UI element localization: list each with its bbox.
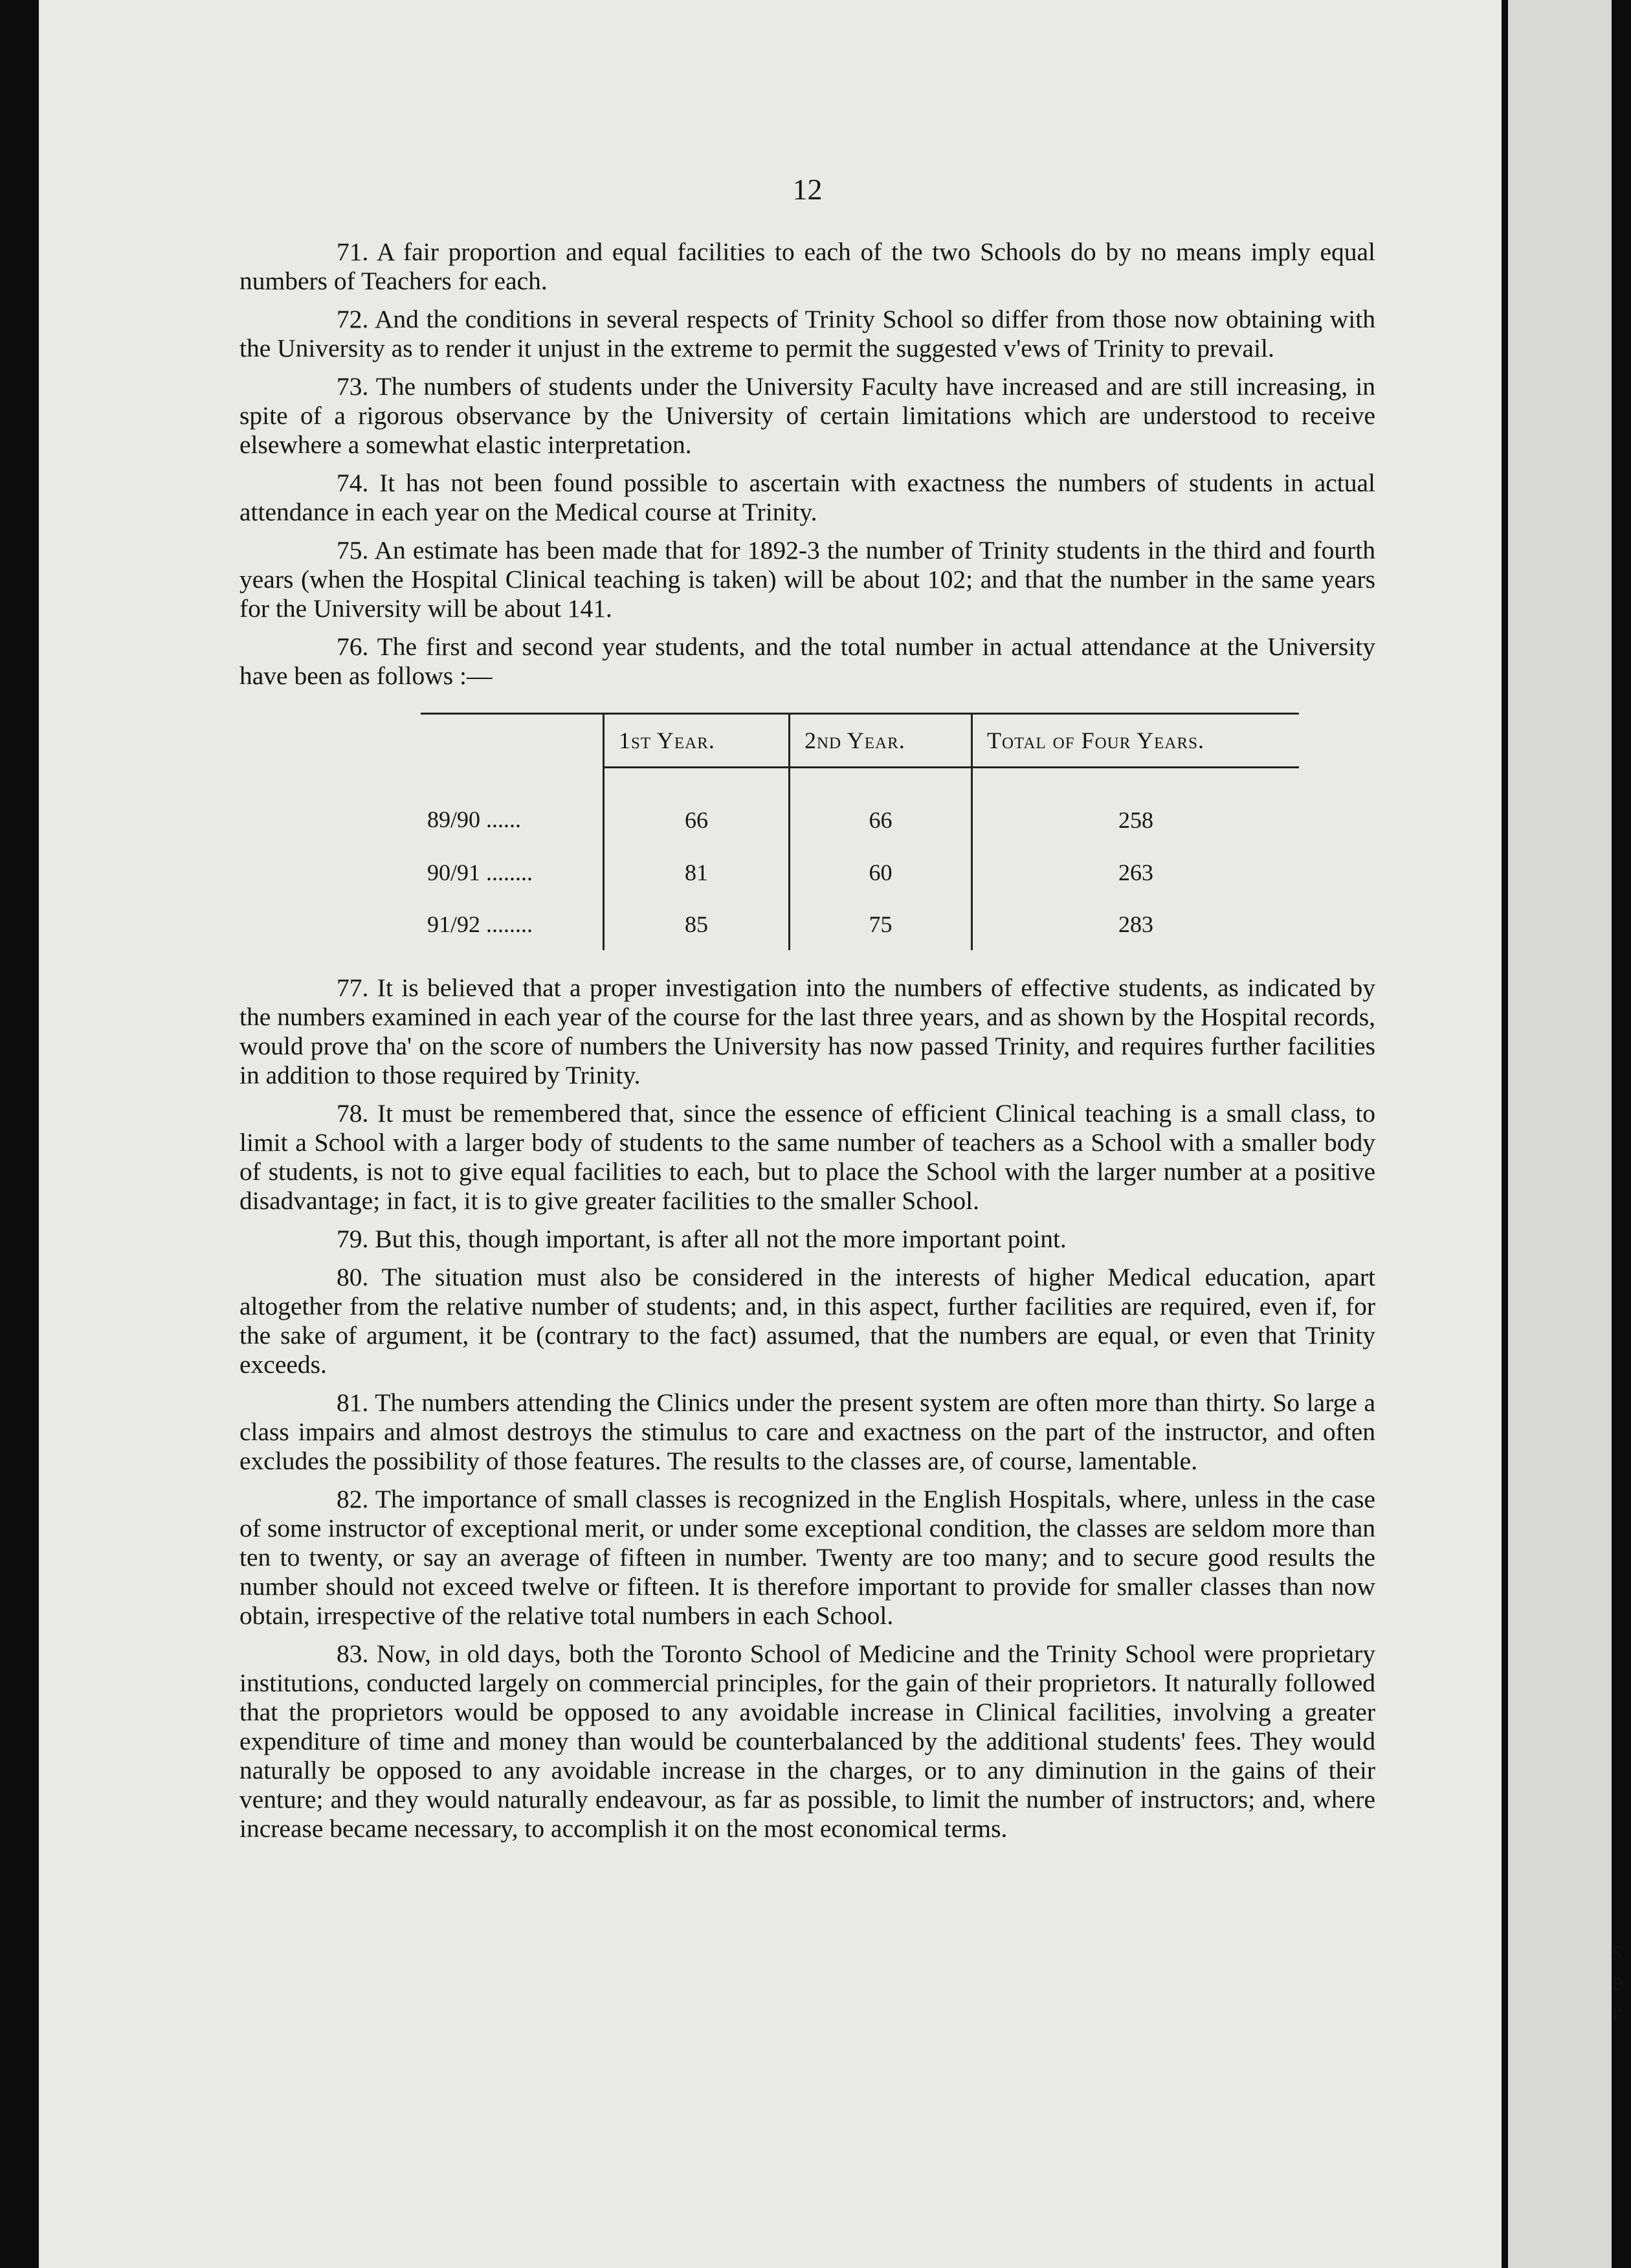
table-row	[421, 898, 1299, 950]
paragraph-83: 83. Now, in old days, both the Toronto School of Medicine and the Trinity School were proprietary institutions, conducted largely on commercial principles, for the gain of their proprietors. It naturally followed that the proprietors would be opposed to any avoidable increase in Clinical facilities, involving a greater expenditure of time and money than would be counterbalanced by the additional students' fees. They would naturally be opposed to any avoidable increase in the charges, or to any diminution in the gains of their venture; and they would naturally endeavour, as far as possible, to limit the number of instructors; and, where increase became necessary, to accomplish it on the most economical terms.	[239, 1640, 1375, 1843]
adjacent-page-edge	[1508, 0, 1624, 2268]
table-header-year	[421, 714, 604, 768]
paragraph-79: 79. But this, though important, is after all not the more important point.	[337, 1225, 1067, 1253]
table-header-second-year: 2nd Year.	[790, 714, 972, 768]
paragraph-75: 75. An estimate has been made that for 1892-3 the number of Trinity students in the third and fourth years (when the Hospital Clinical teaching is taken) will be about 102; and that the number in the same years for the University will be about 141.	[239, 536, 1375, 623]
table-cell-second: 60	[790, 847, 972, 898]
table-cell-total: 263	[972, 847, 1300, 898]
table-row	[421, 768, 1299, 847]
table-cell-year: 91/92 ........	[427, 911, 533, 937]
page-number: 12	[792, 173, 823, 206]
paragraph-72: 72. And the conditions in several respects of Trinity School so differ from those now obtaining with the University as to render it unjust in the extreme to permit the suggested v'ews of Trinity to prevail.	[239, 305, 1375, 362]
paragraph-82: 82. The importance of small classes is recognized in the English Hospitals, where, unless in the case of some instructor of exceptional merit, or under some exceptional condition, the classes are seldom more than ten to twenty, or say an average of fifteen in number. Twenty are too many; and to secure good results the number should not exceed twelve or fifteen. It is therefore important to provide for smaller classes than now obtain, irrespective of the relative total numbers in each School.	[239, 1485, 1375, 1630]
table-header-first-year: 1st Year.	[604, 714, 790, 768]
page-content	[239, 175, 1375, 1852]
paragraph-81: 81. The numbers attending the Clinics under the present system are often more than thirty. So large a class impairs and almost destroys the stimulus to care and exactness on the part of the instructor, and often excludes the possibility of those features. The results to the classes are, of course, lamentable.	[239, 1388, 1375, 1475]
table-cell-first: 85	[604, 898, 790, 950]
adjacent-page-marks: s e r	[1612, 1936, 1624, 2028]
table-header-total: Total of Four Years.	[972, 714, 1300, 768]
table-cell-total: 258	[972, 768, 1300, 847]
table-cell-second: 75	[790, 898, 972, 950]
paragraph-73: 73. The numbers of students under the University Faculty have increased and are still increasing, in spite of a rigorous observance by the University of certain limitations which are understood to receive elsewhere a somewhat elastic interpretation.	[239, 372, 1375, 459]
table-cell-first: 66	[604, 768, 790, 847]
table-cell-year: 90/91 ........	[427, 859, 533, 885]
paragraph-77: 77. It is believed that a proper investigation into the numbers of effective students, as indicated by the numbers examined in each year of the course for the last three years, and as shown by the Hospital records, would prove tha' on the score of numbers the University has now passed Trinity, and requires further facilities in addition to those required by Trinity.	[239, 973, 1375, 1089]
paragraph-74: 74. It has not been found possible to ascertain with exactness the numbers of students in actual attendance in each year on the Medical course at Trinity.	[239, 469, 1375, 526]
paragraph-76: 76. The first and second year students, and the total number in actual attendance at the University have been as follows :—	[239, 632, 1375, 690]
table-cell-total: 283	[972, 898, 1300, 950]
table-cell-first: 81	[604, 847, 790, 898]
table-cell-year: 89/90 ......	[427, 806, 522, 832]
paragraph-78: 78. It must be remembered that, since the essence of efficient Clinical teaching is a small class, to limit a School with a larger body of students to the same number of teachers as a School with a smaller body of students, is not to give equal facilities to each, but to place the School with the larger number at a positive disadvantage; in fact, it is to give greater facilities to the smaller School.	[239, 1099, 1375, 1215]
paragraph-80: 80. The situation must also be considered in the interests of higher Medical education, apart altogether from the relative number of students; and, in this aspect, further facilities are required, even if, for the sake of argument, it be (contrary to the fact) assumed, that the numbers are equal, or even that Trinity exceeds.	[239, 1263, 1375, 1379]
table-row	[421, 847, 1299, 898]
attendance-table	[421, 713, 1299, 950]
paragraph-71: 71. A fair proportion and equal facilities to each of the two Schools do by no means imply equal numbers of Teachers for each.	[239, 238, 1375, 295]
table-cell-second: 66	[790, 768, 972, 847]
table-header-row	[421, 714, 1299, 768]
